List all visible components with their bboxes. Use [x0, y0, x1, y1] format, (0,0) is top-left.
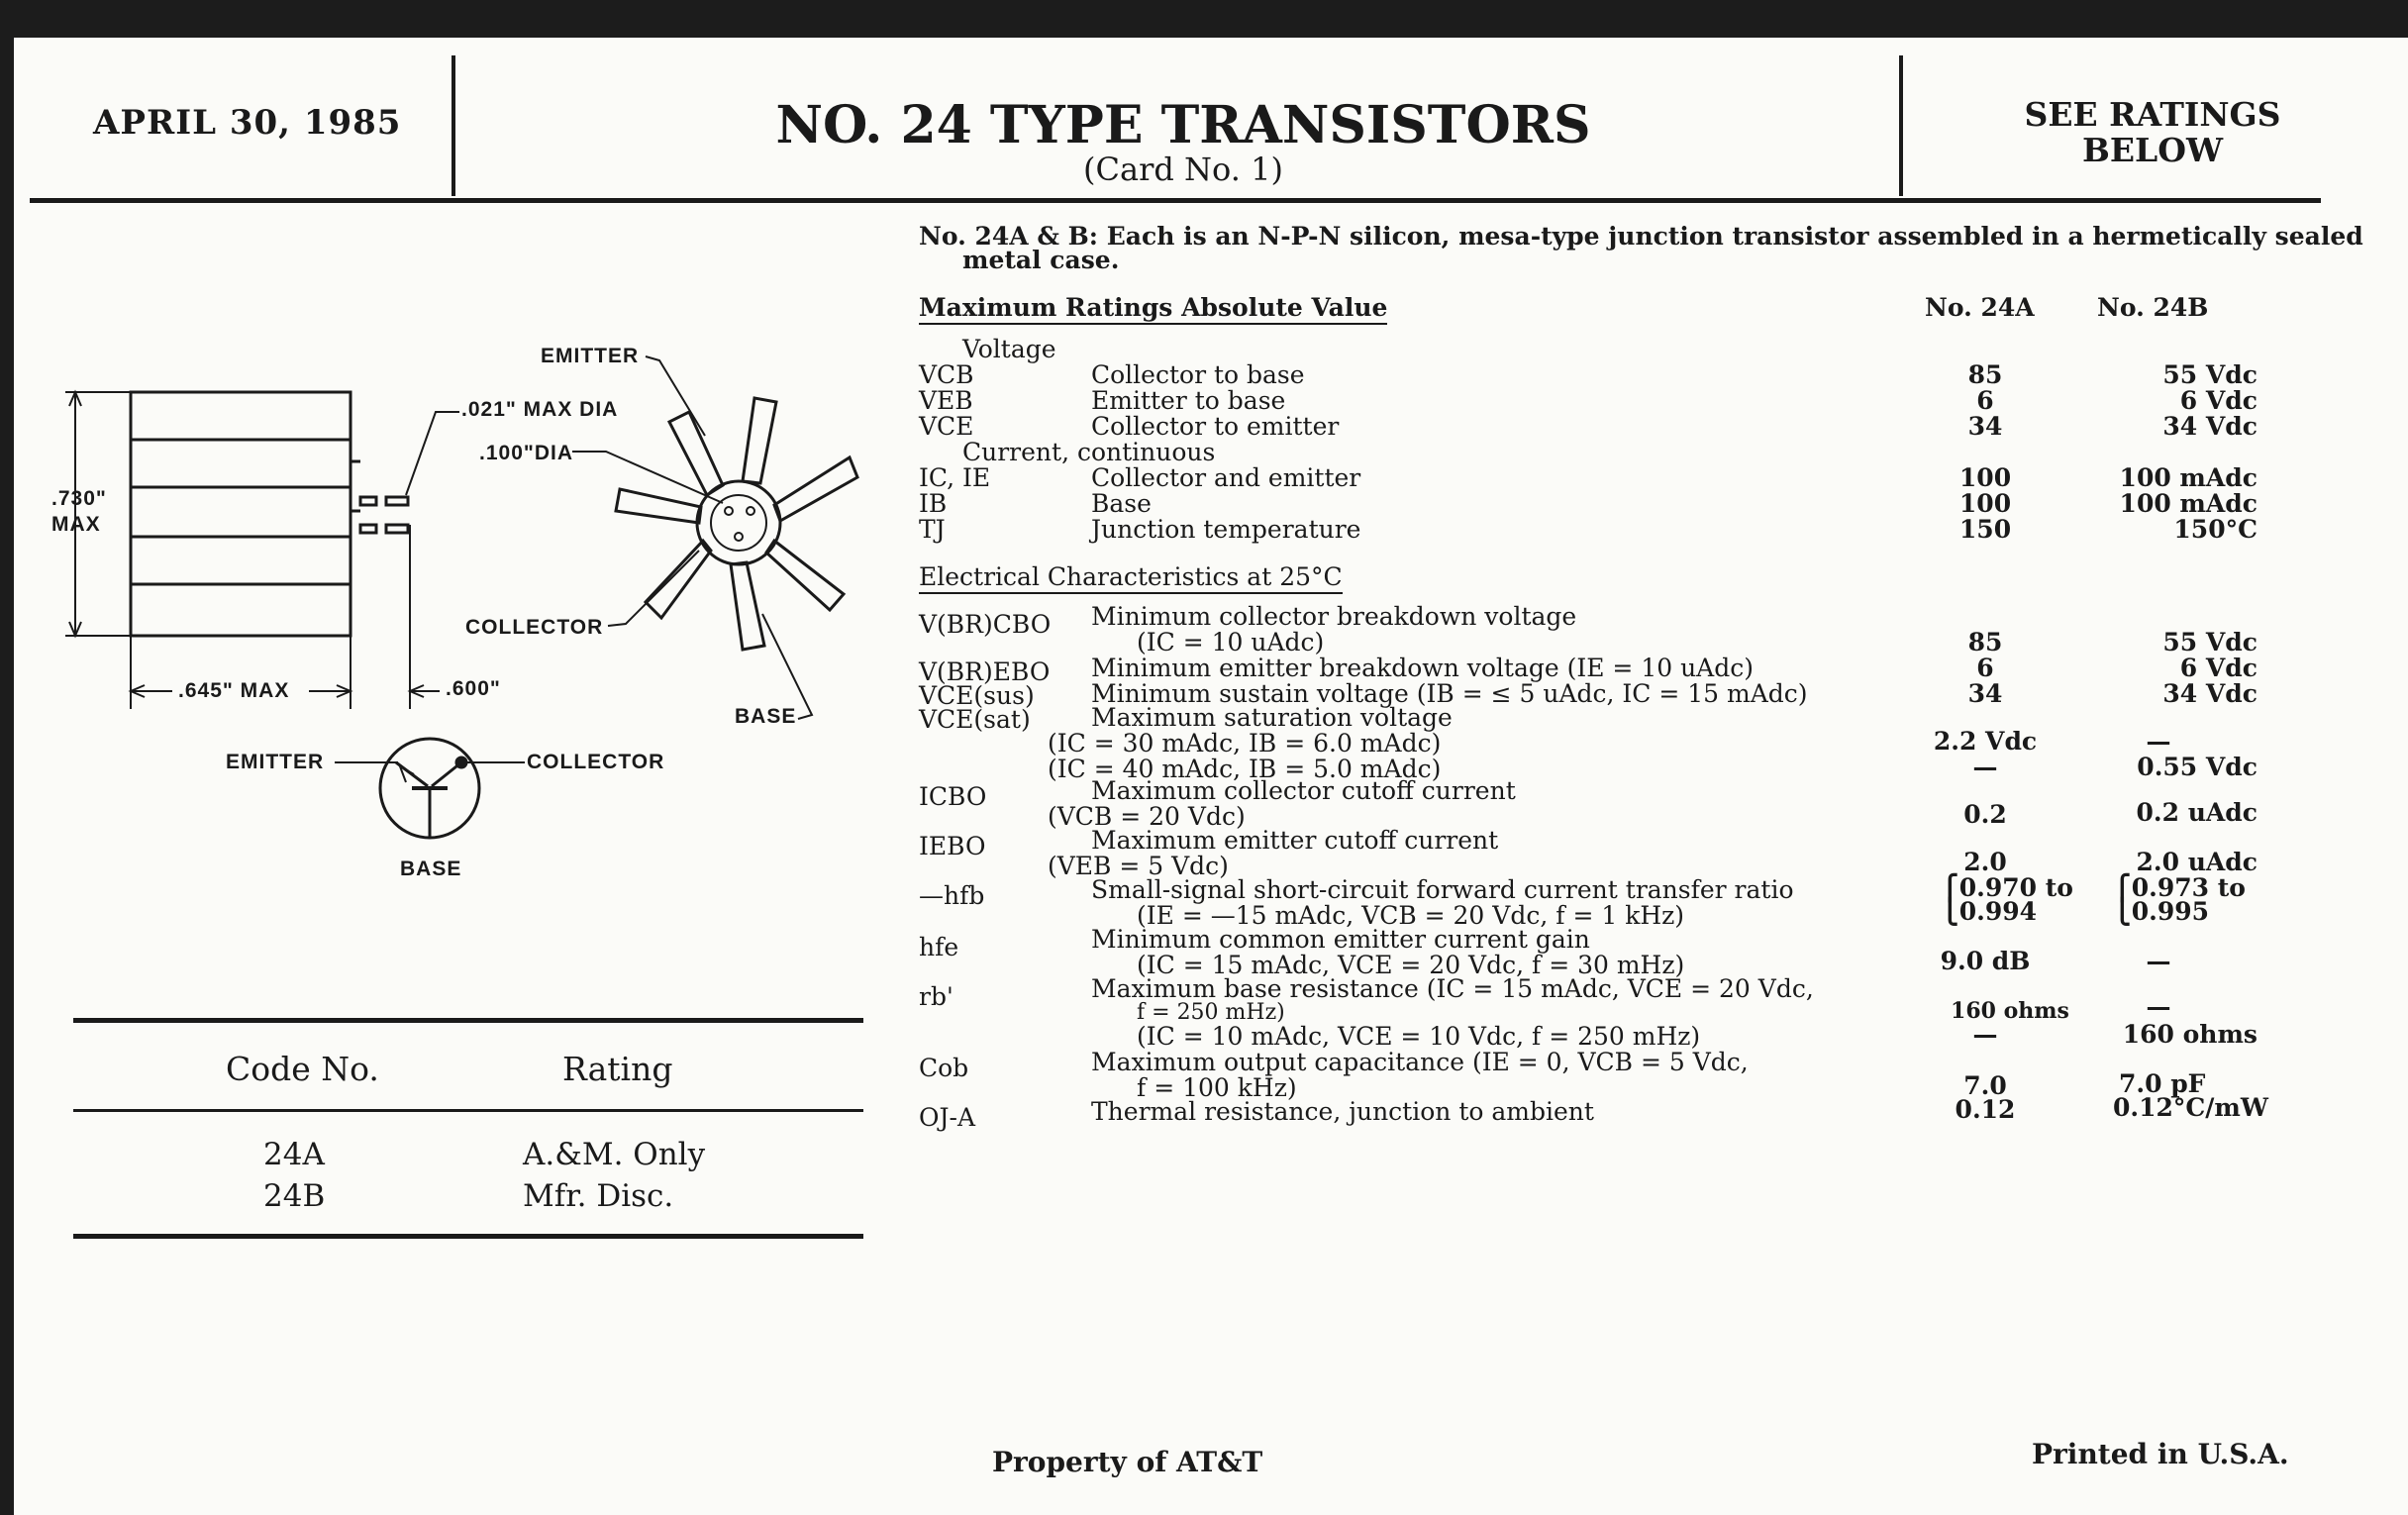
rating-value-24a: 6: [1976, 386, 1994, 415]
elec-value-24b: 2.0 uAdc: [2136, 848, 2258, 876]
elec-symbol: hfe: [919, 933, 959, 961]
elec-value-24a: 2.2 Vdc: [1933, 727, 2038, 756]
rating-value-24b: 6 Vdc: [2179, 386, 2258, 415]
elec-value-24a: —: [1972, 753, 1998, 781]
code-table-mid-rule: [73, 1109, 863, 1112]
elec-description: Maximum collector cutoff current: [1091, 776, 1516, 805]
rating-value-24a: 100: [1958, 489, 2012, 518]
page-title: NO. 24 TYPE TRANSISTORS: [775, 95, 1591, 155]
rating-value-24a: 85: [1967, 360, 2003, 389]
elec-symbol: VCE(sus): [919, 681, 1035, 710]
printed-notice: Printed in U.S.A.: [2032, 1438, 2289, 1470]
elec-description: Maximum saturation voltage: [1091, 703, 1453, 732]
current-label: Current, continuous: [962, 438, 1216, 466]
elec-value-24b: 7.0 pF: [2119, 1069, 2206, 1098]
elec-description: Minimum sustain voltage (IB = ≤ 5 uAdc, IC = 15 mAdc): [1091, 679, 1808, 708]
elec-value-24a: 85: [1967, 628, 2003, 656]
rating-symbol: IC, IE: [919, 463, 991, 492]
rating-value-24b: 100 mAdc: [2119, 489, 2258, 518]
elec-value-24b: 0.2 uAdc: [2136, 798, 2258, 827]
transistor-outline-drawing: [0, 317, 891, 911]
code-table-bottom-rule: [73, 1234, 863, 1239]
property-notice: Property of AT&T: [992, 1446, 1263, 1478]
lead-dia-label: .021" MAX DIA: [461, 398, 619, 421]
header-rule: [30, 198, 2321, 203]
rating-value-24b: 150°C: [2173, 515, 2258, 544]
max-ratings-heading: Maximum Ratings Absolute Value: [919, 295, 1387, 325]
case-body: [131, 392, 351, 636]
elec-value-24b: 160 ohms: [2122, 1020, 2258, 1049]
voltage-label: Voltage: [962, 335, 1056, 363]
page-subtitle: (Card No. 1): [1083, 151, 1283, 188]
column-24b-header: No. 24B: [2097, 293, 2209, 322]
elec-symbol: —hfb: [919, 881, 985, 910]
elec-symbol: VCE(sat): [919, 705, 1031, 734]
height-label: .730": [51, 487, 107, 510]
elec-value-24b: 0.55 Vdc: [2137, 753, 2258, 781]
rating-description: Collector and emitter: [1091, 463, 1361, 492]
elec-value-24a: 2.0: [1963, 848, 2007, 876]
rating-value: Mfr. Disc.: [523, 1178, 674, 1214]
intro-line1: No. 24A & B: Each is an N-P-N silicon, mesa-type junction transistor assembled in a hermetically sealed: [919, 222, 2363, 251]
elec-condition: (IC = 30 mAdc, IB = 6.0 mAdc): [1048, 729, 1442, 758]
elec-condition: (IC = 10 uAdc): [1137, 628, 1325, 656]
elec-value-24a: 7.0: [1963, 1071, 2007, 1100]
elec-condition: (IC = 10 mAdc, VCE = 10 Vdc, f = 250 mHz): [1137, 1022, 1701, 1051]
cooling-fins: [616, 398, 857, 650]
code-value: 24B: [263, 1178, 326, 1214]
elec-condition: f = 250 mHz): [1137, 1000, 1285, 1025]
code-table-top-rule: [73, 1018, 863, 1023]
rating-symbol: VCE: [919, 412, 974, 441]
elec-condition: (IC = 40 mAdc, IB = 5.0 mAdc): [1048, 755, 1442, 783]
rating-description: Collector to base: [1091, 360, 1305, 389]
elec-value-24b: —: [2146, 947, 2171, 975]
rating-value-24b: 55 Vdc: [2162, 360, 2258, 389]
lead: [386, 497, 408, 505]
elec-condition: f = 100 kHz): [1137, 1073, 1297, 1102]
elec-value-24b: 55 Vdc: [2162, 628, 2258, 656]
ratings-note: [1905, 97, 2400, 168]
elec-description: Minimum common emitter current gain: [1091, 925, 1590, 954]
rating-column-header: Rating: [562, 1050, 673, 1088]
code-value: 24A: [263, 1137, 325, 1172]
elec-description: Minimum collector breakdown voltage: [1091, 602, 1577, 631]
elec-value-24b: 0.12°C/mW: [2113, 1093, 2268, 1122]
elec-symbol: ICBO: [919, 782, 987, 811]
elec-value-24a: 0.2: [1963, 800, 2007, 829]
rating-description: Base: [1091, 489, 1152, 518]
elec-symbol: OJ-A: [919, 1103, 976, 1132]
elec-symbol: Cob: [919, 1054, 969, 1082]
header-divider-left: [452, 55, 455, 196]
elec-value-24b: 6 Vdc: [2179, 654, 2258, 682]
elec-value-24a: ⎩0.994: [1941, 897, 2038, 926]
elec-description: Maximum emitter cutoff current: [1091, 826, 1499, 855]
elec-symbol: IEBO: [919, 832, 986, 860]
collector-label: COLLECTOR: [465, 616, 604, 639]
electrical-heading: Electrical Characteristics at 25°C: [919, 564, 1343, 594]
elec-value-24a: 9.0 dB: [1940, 947, 2031, 975]
rating-value-24a: 34: [1967, 412, 2003, 441]
rating-symbol: VCB: [919, 360, 974, 389]
lead: [386, 525, 408, 533]
rating-description: Junction temperature: [1091, 515, 1361, 544]
lead: [360, 525, 376, 533]
rating-value-24a: 150: [1958, 515, 2012, 544]
elec-symbol: V(BR)EBO: [919, 657, 1051, 686]
card-date: APRIL 30, 1985: [93, 103, 402, 143]
symbol-collector-label: COLLECTOR: [527, 751, 665, 773]
elec-condition: (VCB = 20 Vdc): [1048, 802, 1246, 831]
elec-condition: (IE = —15 mAdc, VCB = 20 Vdc, f = 1 kHz): [1137, 901, 1685, 930]
rating-value-24b: 100 mAdc: [2119, 463, 2258, 492]
column-24a-header: No. 24A: [1925, 293, 2035, 322]
width-label: .645" MAX: [178, 679, 290, 702]
base-label: BASE: [735, 705, 797, 728]
code-column-header: Code No.: [226, 1050, 379, 1088]
rating-description: Collector to emitter: [1091, 412, 1340, 441]
rating-value: A.&M. Only: [523, 1137, 706, 1172]
rating-symbol: IB: [919, 489, 948, 518]
elec-description: Small-signal short-circuit forward current transfer ratio: [1091, 875, 1794, 904]
elec-condition: (IC = 15 mAdc, VCE = 20 Vdc, f = 30 mHz): [1137, 951, 1685, 979]
elec-description: Maximum output capacitance (IE = 0, VCB = 5 Vdc,: [1091, 1048, 1749, 1076]
elec-condition: (VEB = 5 Vdc): [1048, 852, 1229, 880]
elec-value-24a: 6: [1976, 654, 1994, 682]
elec-value-24b: 34 Vdc: [2162, 679, 2258, 708]
elec-value-24a: ⎧0.970 to: [1941, 873, 2073, 902]
emitter-label: EMITTER: [541, 345, 640, 367]
elec-symbol: V(BR)CBO: [919, 610, 1052, 639]
elec-symbol: rb': [919, 982, 953, 1011]
elec-description: Maximum base resistance (IC = 15 mAdc, VCE = 20 Vdc,: [1091, 974, 1814, 1003]
elec-value-24a: 0.12: [1955, 1095, 2016, 1124]
ratings-note-line1: SEE RATINGS: [2024, 95, 2281, 134]
symbol-emitter-label: EMITTER: [226, 751, 325, 773]
header-divider-right: [1899, 55, 1903, 196]
elec-value-24a: —: [1972, 1020, 1998, 1049]
intro-line2: metal case.: [962, 246, 1120, 274]
span-label: .600": [446, 677, 501, 700]
rating-value-24a: 100: [1958, 463, 2012, 492]
ratings-note-line2: BELOW: [2081, 131, 2224, 169]
elec-value-24a: 34: [1967, 679, 2003, 708]
rating-symbol: TJ: [919, 515, 946, 544]
elec-description: Thermal resistance, junction to ambient: [1091, 1097, 1594, 1126]
height-max-label: MAX: [51, 513, 101, 536]
elec-value-24b: ⎩0.995: [2113, 897, 2210, 926]
symbol-base-label: BASE: [400, 858, 462, 880]
elec-value-24b: —: [2146, 992, 2171, 1021]
lead: [360, 497, 376, 505]
elec-description: Minimum emitter breakdown voltage (IE = 10 uAdc): [1091, 654, 1754, 682]
rating-symbol: VEB: [919, 386, 973, 415]
elec-value-24a: 160 ohms: [1951, 998, 2069, 1024]
elec-value-24b: ⎧0.973 to: [2113, 873, 2246, 902]
fan-dia-label: .100"DIA: [479, 442, 573, 464]
rating-value-24b: 34 Vdc: [2162, 412, 2258, 441]
elec-value-24b: —: [2146, 727, 2171, 756]
rating-description: Emitter to base: [1091, 386, 1286, 415]
